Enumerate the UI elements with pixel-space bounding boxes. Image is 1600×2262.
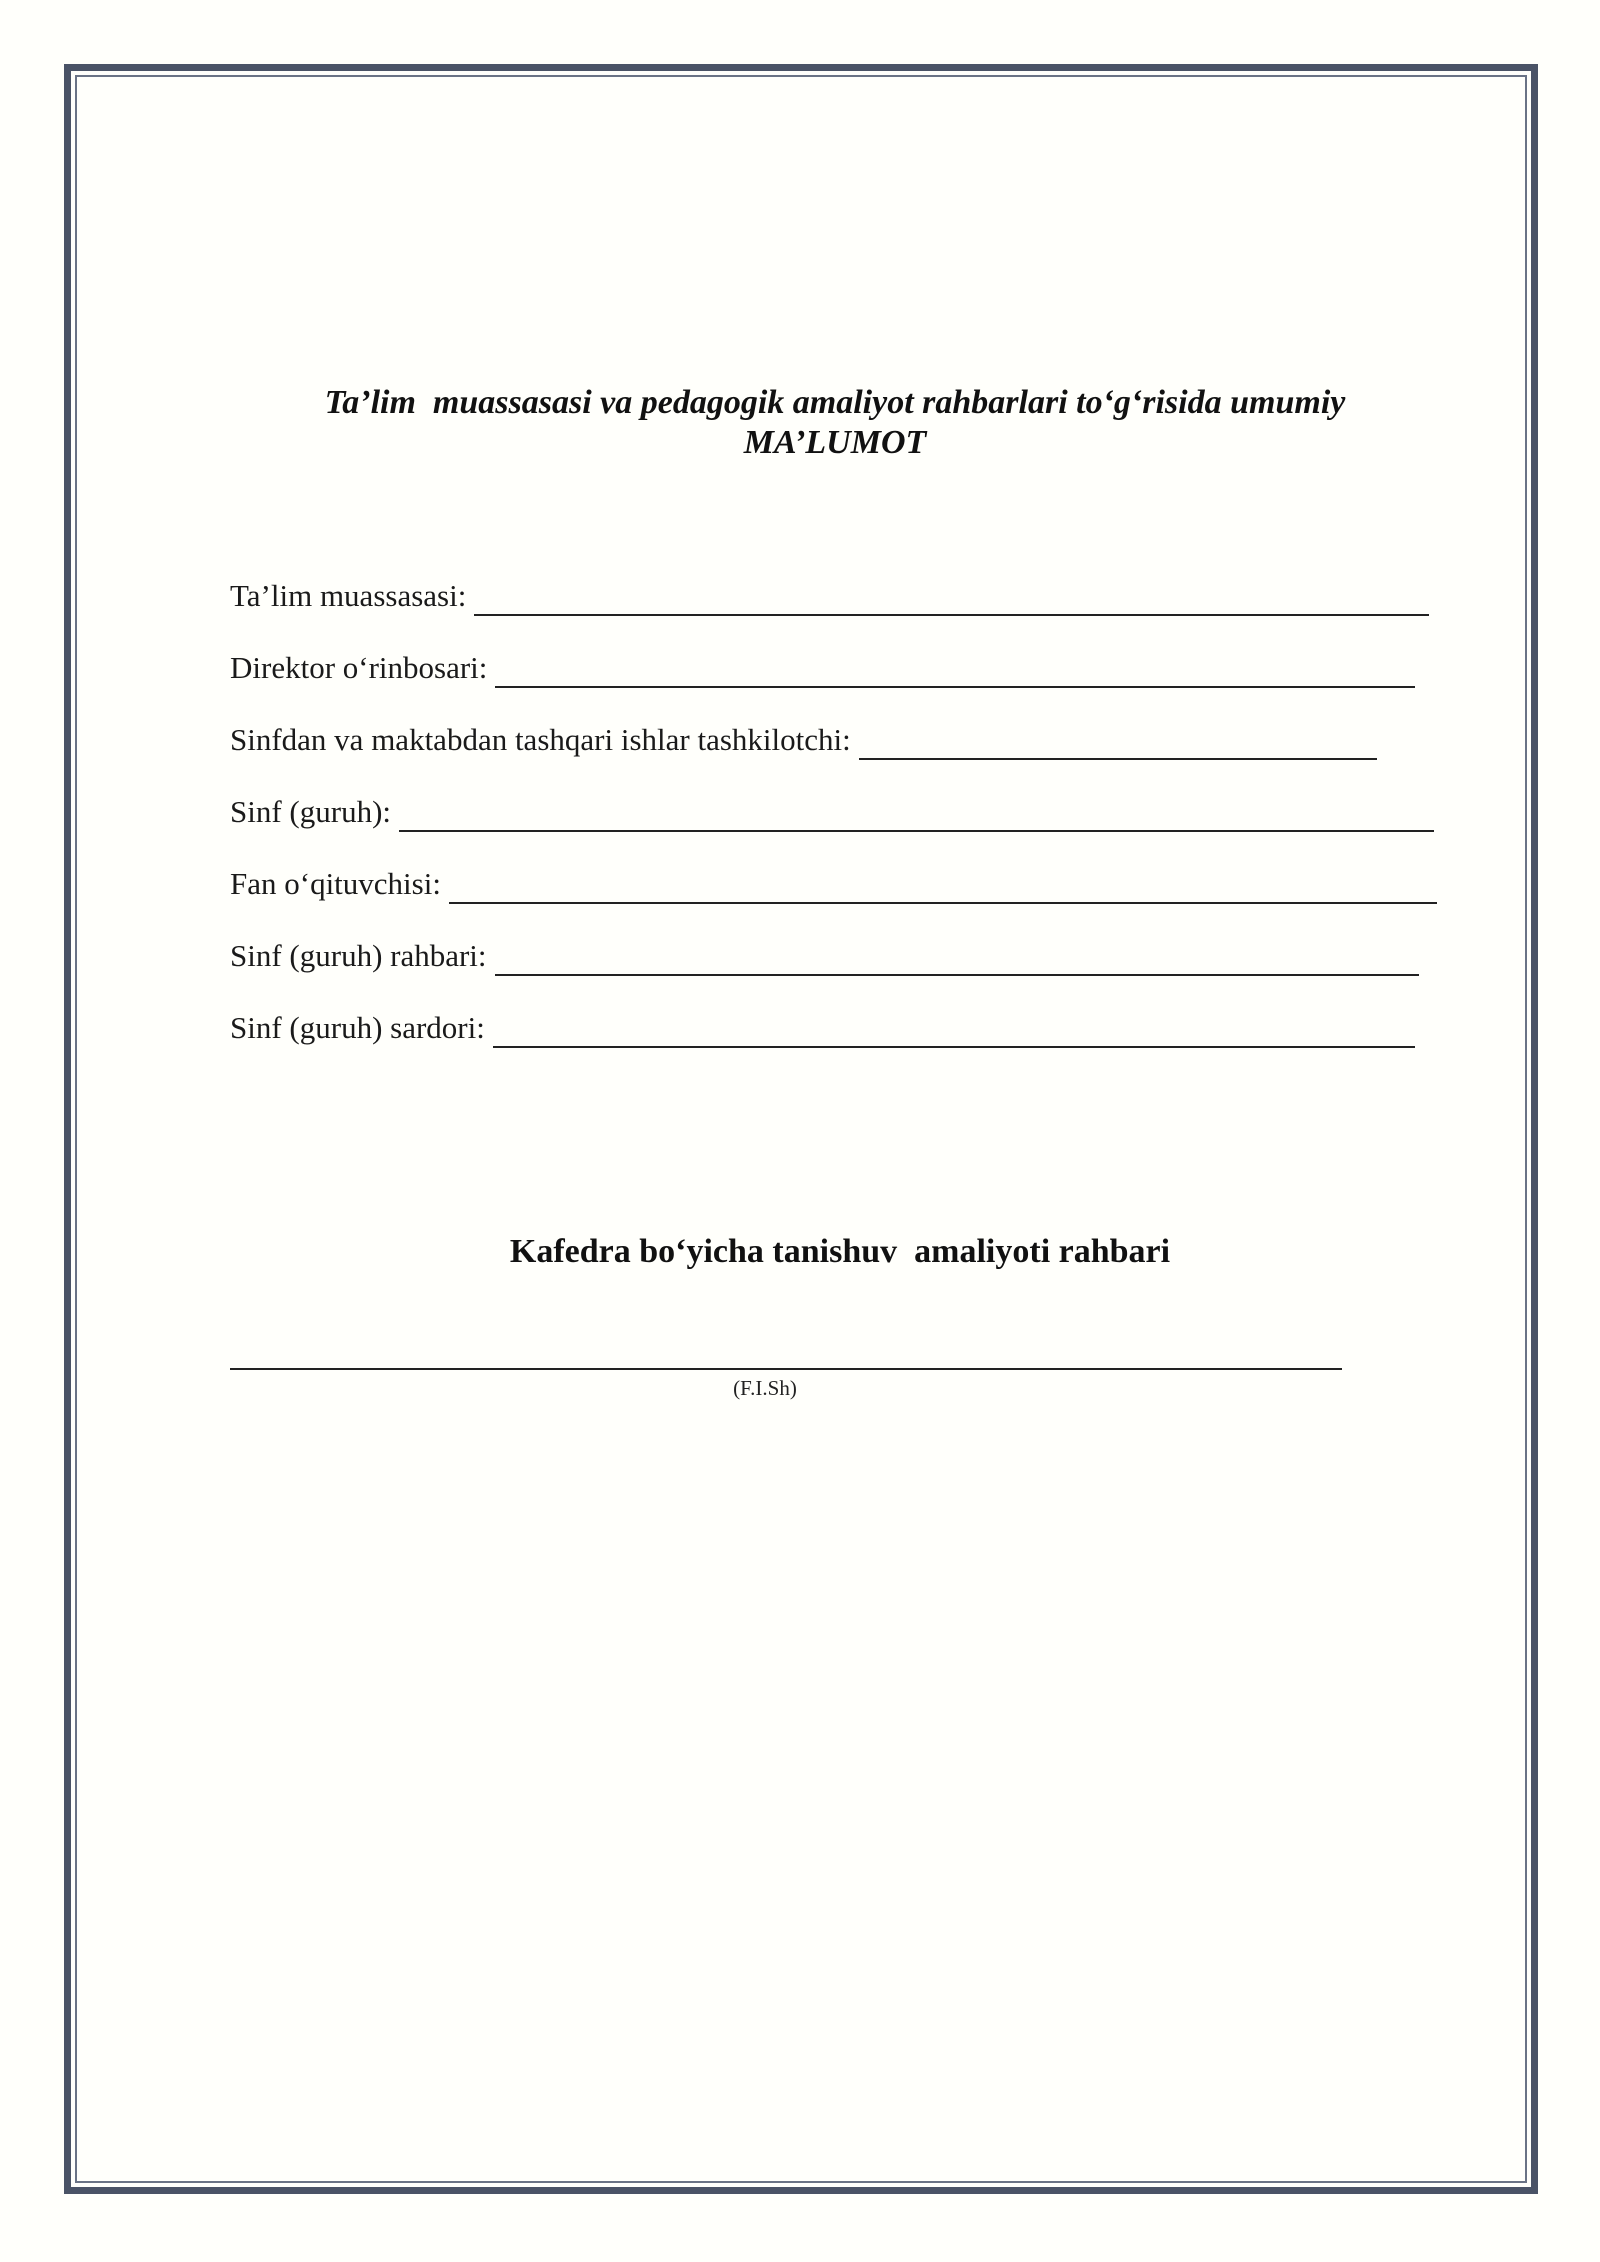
field-label: Direktor o‘rinbosari: bbox=[230, 650, 488, 685]
field-talim-muassasasi bbox=[230, 576, 1429, 616]
field-label: Sinf (guruh): bbox=[230, 794, 392, 829]
field-sinf-rahbari bbox=[230, 936, 1419, 976]
field-label: Sinfdan va maktabdan tashqari ishlar tashkilotchi: bbox=[230, 722, 851, 757]
supervisor-title: Kafedra bo‘yicha tanishuv amaliyoti rahbari bbox=[509, 1233, 1171, 1270]
fill-in-line[interactable] bbox=[495, 944, 1419, 976]
fill-in-line[interactable] bbox=[474, 584, 1429, 616]
fill-in-line[interactable] bbox=[449, 872, 1437, 904]
signature-caption: (F.I.Sh) bbox=[733, 1376, 797, 1400]
fill-in-line[interactable] bbox=[495, 656, 1415, 688]
fill-in-line[interactable] bbox=[859, 728, 1377, 760]
fill-in-line[interactable] bbox=[399, 800, 1434, 832]
field-sinf-guruh bbox=[230, 792, 1434, 832]
field-sinf-sardori bbox=[230, 1008, 1415, 1048]
signature-line[interactable] bbox=[230, 1368, 1342, 1370]
field-label: Ta’lim muassasasi: bbox=[230, 578, 467, 613]
field-tashkilotchi bbox=[230, 720, 1377, 760]
field-label: Sinf (guruh) sardori: bbox=[230, 1010, 485, 1045]
field-label: Sinf (guruh) rahbari: bbox=[230, 938, 487, 973]
title-line-2: MA’LUMOT bbox=[743, 424, 927, 461]
field-fan-oqituvchisi bbox=[230, 864, 1437, 904]
field-direktor-orinbosari bbox=[230, 648, 1415, 688]
document-title bbox=[200, 383, 1470, 463]
fill-in-line[interactable] bbox=[493, 1016, 1415, 1048]
title-line-1: Ta’lim muassasasi va pedagogik amaliyot rahbarlari to‘g‘risida umumiy bbox=[324, 384, 1346, 421]
field-label: Fan o‘qituvchisi: bbox=[230, 866, 441, 901]
